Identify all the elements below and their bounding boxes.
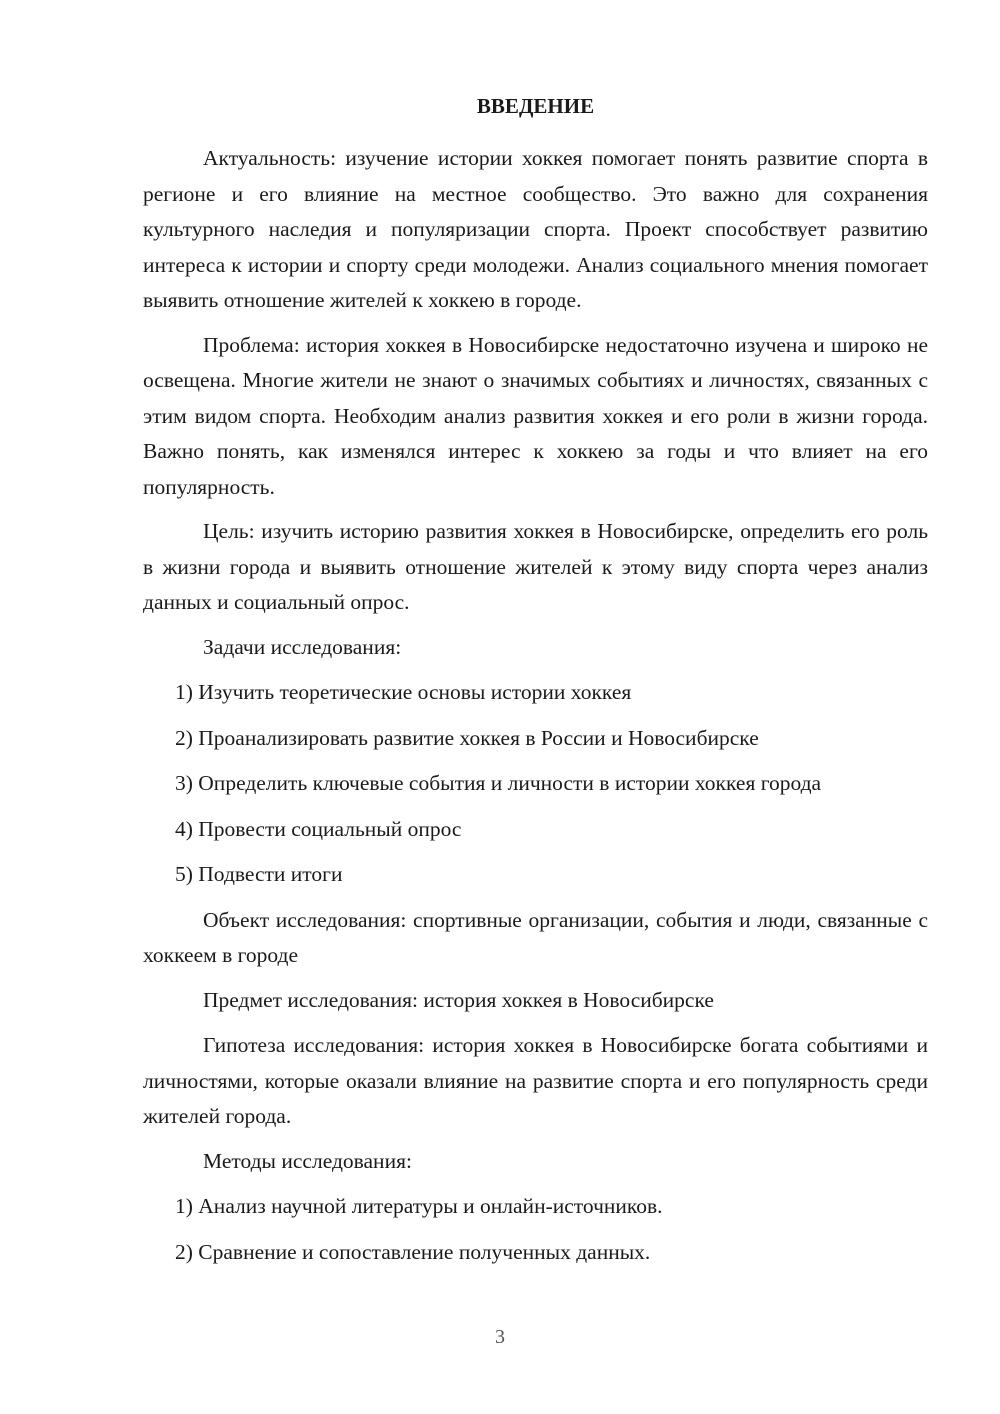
list-item: 1) Изучить теоретические основы истории хоккея (175, 680, 632, 704)
document-page (143, 92, 928, 1280)
list-item: 2) Сравнение и сопоставление полученных данных. (175, 1239, 651, 1264)
methods-list (143, 1189, 928, 1270)
list-item: 4) Провести социальный опрос (175, 816, 462, 841)
list-item: 3) Определить ключевые события и личности в истории хоккея города (175, 771, 822, 795)
page-number: 3 (495, 1326, 505, 1348)
paragraph-subject: Предмет исследования: история хоккея в Новосибирске (203, 987, 714, 1012)
list-item: 1) Анализ научной литературы и онлайн-источников. (175, 1194, 663, 1218)
paragraph-object: Объект исследования: спортивные организации, события и люди, связанные с хоккеем в городе (143, 907, 928, 967)
paragraph-problem: Проблема: история хоккея в Новосибирске недостаточно изучена и широко не освещена. Многие жители не знают о значимых событиях и личностях, связанных с этим видом спорта. Необходим анализ развития хоккея и его роли в жизни города. Важно понять, как изменялся интерес к хоккею за годы и что влияет на его популярность. (143, 332, 928, 499)
tasks-heading: Задачи исследования: (203, 634, 402, 659)
section-title: ВВЕДЕНИЕ (476, 94, 595, 118)
tasks-list (143, 675, 928, 893)
methods-heading: Методы исследования: (203, 1148, 412, 1173)
list-item: 2) Проанализировать развитие хоккея в России и Новосибирске (175, 725, 759, 750)
list-item: 5) Подвести итоги (175, 862, 343, 886)
paragraph-goal: Цель: изучить историю развития хоккея в Новосибирске, определить его роль в жизни города и выявить отношение жителей к этому виду спорта через анализ данных и социальный опрос. (143, 519, 928, 614)
paragraph-relevance: Актуальность: изучение истории хоккея помогает понять развитие спорта в регионе и его влияние на местное сообщество. Это важно для сохранения культурного наследия и популяризации спорта. Проект способствует развитию интереса к истории и спорту среди молодежи. Анализ социального мнения помогает выявить отношение жителей к хоккею в городе. (143, 146, 928, 312)
paragraph-hypothesis: Гипотеза исследования: история хоккея в Новосибирске богата событиями и личностями, которые оказали влияние на развитие спорта и его популярность среди жителей города. (143, 1033, 928, 1128)
